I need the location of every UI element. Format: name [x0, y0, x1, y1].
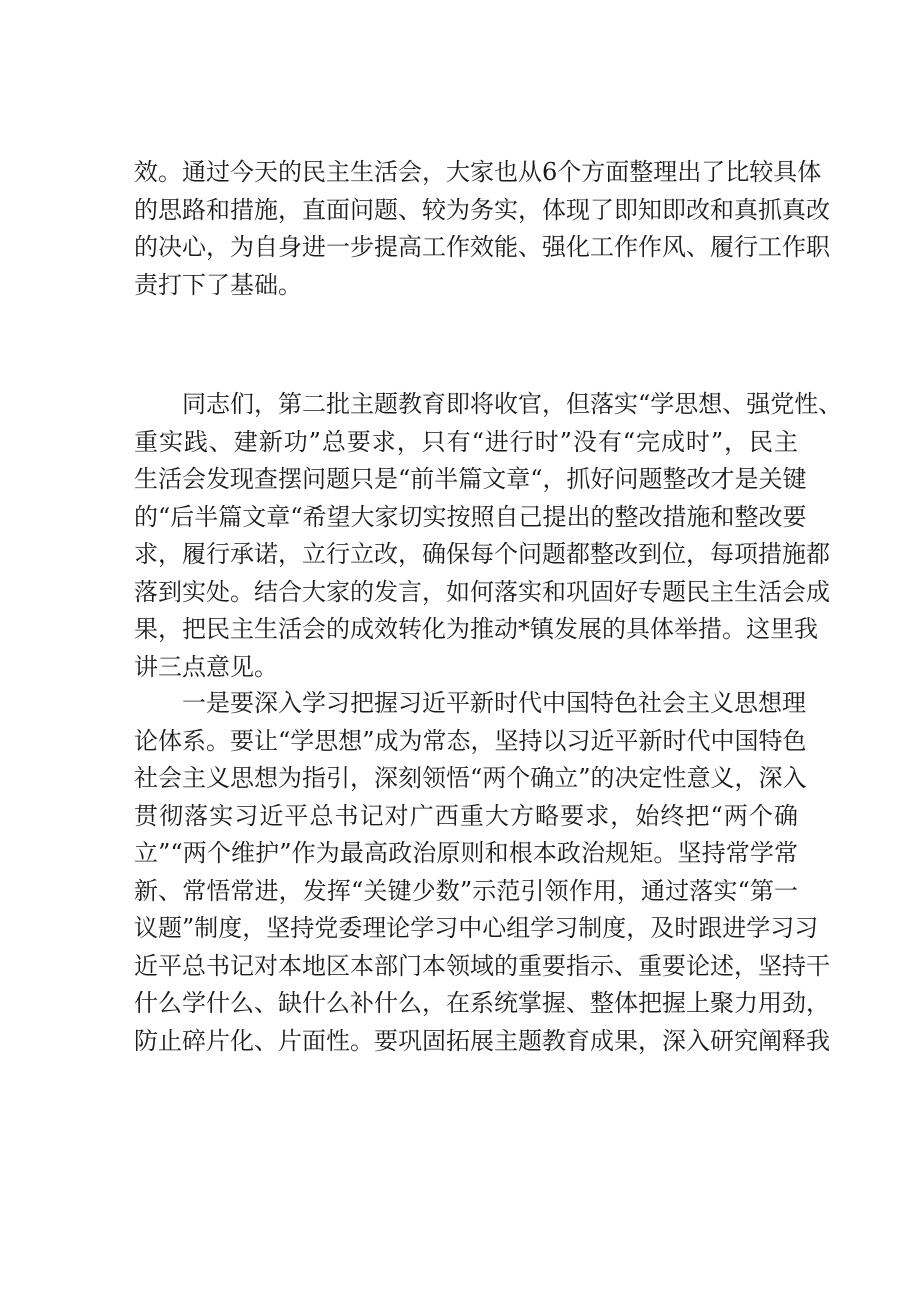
text-line: 什么学什么、缺什么补什么，在系统掌握、整体把握上聚力用劲， — [134, 989, 830, 1017]
text-line: 近平总书记对本地区本部门本领域的重要指示、重要论述，坚持干 — [134, 951, 830, 980]
text-line: 责打下了基础。 — [134, 270, 302, 299]
text-line: 效。通过今天的民主生活会，大家也从6个方面整理出了比较具体 — [134, 158, 822, 186]
text-line: 落到实处。结合大家的发言，如何落实和巩固好专题民主生活会成 — [134, 577, 830, 606]
text-line: 果，把民主生活会的成效转化为推动*镇发展的具体举措。这里我 — [134, 615, 818, 643]
text-line: 的决心，为自身进一步提高工作效能、强化工作作风、履行工作职 — [134, 233, 830, 261]
text-line: 社会主义思想为指引，深刻领悟“两个确立”的决定性意义，深入 — [134, 764, 807, 792]
text-line: 防止碎片化、片面性。要巩固拓展主题教育成果，深入研究阐释我 — [134, 1026, 830, 1055]
text-line: 立”“两个维护”作为最高政治原则和根本政治规矩。坚持常学常 — [134, 839, 798, 867]
text-line: 重实践、建新功”总要求，只有“进行时”没有“完成时”，民主 — [134, 427, 798, 456]
text-line: 同志们，第二批主题教育即将收官，但落实“学思想、强党性、 — [134, 390, 843, 418]
text-line: 的“后半篇文章“希望大家切实按照自己提出的整改措施和整改要 — [134, 502, 807, 531]
paragraph-1 — [134, 154, 830, 304]
text-line: 的思路和措施，直面问题、较为务实，体现了即知即改和真抓真改 — [134, 195, 830, 224]
text-line: 论体系。要让“学思想”成为常态，坚持以习近平新时代中国特色 — [134, 726, 807, 755]
text-line: 贯彻落实习近平总书记对广西重大方略要求，始终把“两个确 — [134, 801, 798, 830]
text-line: 议题”制度，坚持党委理论学习中心组学习制度，及时跟进学习习 — [134, 914, 819, 942]
text-line: 讲三点意见。 — [134, 652, 278, 681]
paragraph-2 — [134, 386, 843, 686]
text-line: 新、常悟常进，发挥“关键少数”示范引领作用，通过落实“第一 — [134, 876, 798, 905]
text-line: 求，履行承诺，立行立改，确保每个问题都整改到位，每项措施都 — [134, 540, 830, 568]
paragraph-3 — [134, 685, 830, 1060]
text-line: 生活会发现查摆问题只是“前半篇文章“，抓好问题整改才是关键 — [134, 465, 807, 493]
text-line: 一是要深入学习把握习近平新时代中国特色社会主义思想理 — [134, 689, 806, 717]
